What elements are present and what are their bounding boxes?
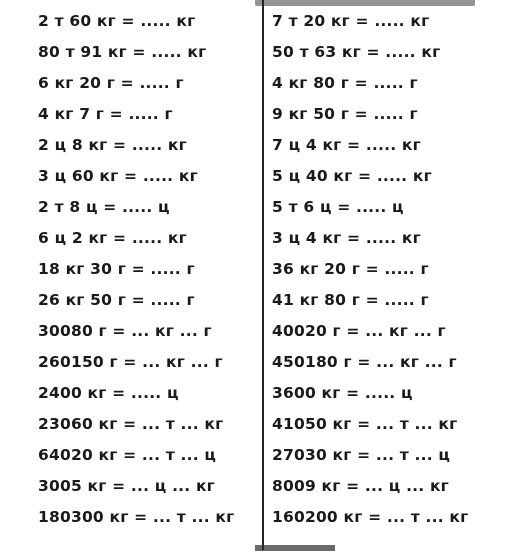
exercise-item: 30080 г = ... кг ... г bbox=[38, 322, 212, 340]
exercise-item: 50 т 63 кг = ..... кг bbox=[272, 43, 441, 61]
exercise-item: 2 ц 8 кг = ..... кг bbox=[38, 136, 187, 154]
exercise-item: 260150 г = ... кг ... г bbox=[38, 353, 223, 371]
exercise-item: 41050 кг = ... т ... кг bbox=[272, 415, 458, 433]
exercise-item: 2 т 8 ц = ..... ц bbox=[38, 198, 170, 216]
exercise-item: 3 ц 60 кг = ..... кг bbox=[38, 167, 198, 185]
exercise-item: 6 ц 2 кг = ..... кг bbox=[38, 229, 187, 247]
exercise-item: 41 кг 80 г = ..... г bbox=[272, 291, 429, 309]
exercise-item: 3600 кг = ..... ц bbox=[272, 384, 413, 402]
exercise-item: 2 т 60 кг = ..... кг bbox=[38, 12, 196, 30]
exercise-item: 26 кг 50 г = ..... г bbox=[38, 291, 195, 309]
exercise-item: 2400 кг = ..... ц bbox=[38, 384, 179, 402]
exercise-item: 6 кг 20 г = ..... г bbox=[38, 74, 184, 92]
exercise-item: 64020 кг = ... т ... ц bbox=[38, 446, 217, 464]
exercise-item: 9 кг 50 г = ..... г bbox=[272, 105, 418, 123]
left-exercise-column bbox=[38, 6, 258, 533]
exercise-item: 27030 кг = ... т ... ц bbox=[272, 446, 451, 464]
footer-strip bbox=[255, 545, 335, 551]
exercise-item: 23060 кг = ... т ... кг bbox=[38, 415, 224, 433]
exercise-item: 7 ц 4 кг = ..... кг bbox=[272, 136, 421, 154]
exercise-item: 36 кг 20 г = ..... г bbox=[272, 260, 429, 278]
exercise-item: 4 кг 80 г = ..... г bbox=[272, 74, 418, 92]
exercise-item: 8009 кг = ... ц ... кг bbox=[272, 477, 449, 495]
right-exercise-column bbox=[272, 6, 492, 533]
column-divider bbox=[262, 0, 264, 550]
exercise-item: 7 т 20 кг = ..... кг bbox=[272, 12, 430, 30]
exercise-item: 40020 г = ... кг ... г bbox=[272, 322, 446, 340]
exercise-item: 4 кг 7 г = ..... г bbox=[38, 105, 173, 123]
exercise-item: 3005 кг = ... ц ... кг bbox=[38, 477, 215, 495]
exercise-item: 450180 г = ... кг ... г bbox=[272, 353, 457, 371]
exercise-item: 80 т 91 кг = ..... кг bbox=[38, 43, 207, 61]
exercise-item: 5 т 6 ц = ..... ц bbox=[272, 198, 404, 216]
exercise-item: 5 ц 40 кг = ..... кг bbox=[272, 167, 432, 185]
exercise-item: 3 ц 4 кг = ..... кг bbox=[272, 229, 421, 247]
exercise-item: 160200 кг = ... т ... кг bbox=[272, 508, 469, 526]
exercise-item: 18 кг 30 г = ..... г bbox=[38, 260, 195, 278]
exercise-item: 180300 кг = ... т ... кг bbox=[38, 508, 235, 526]
